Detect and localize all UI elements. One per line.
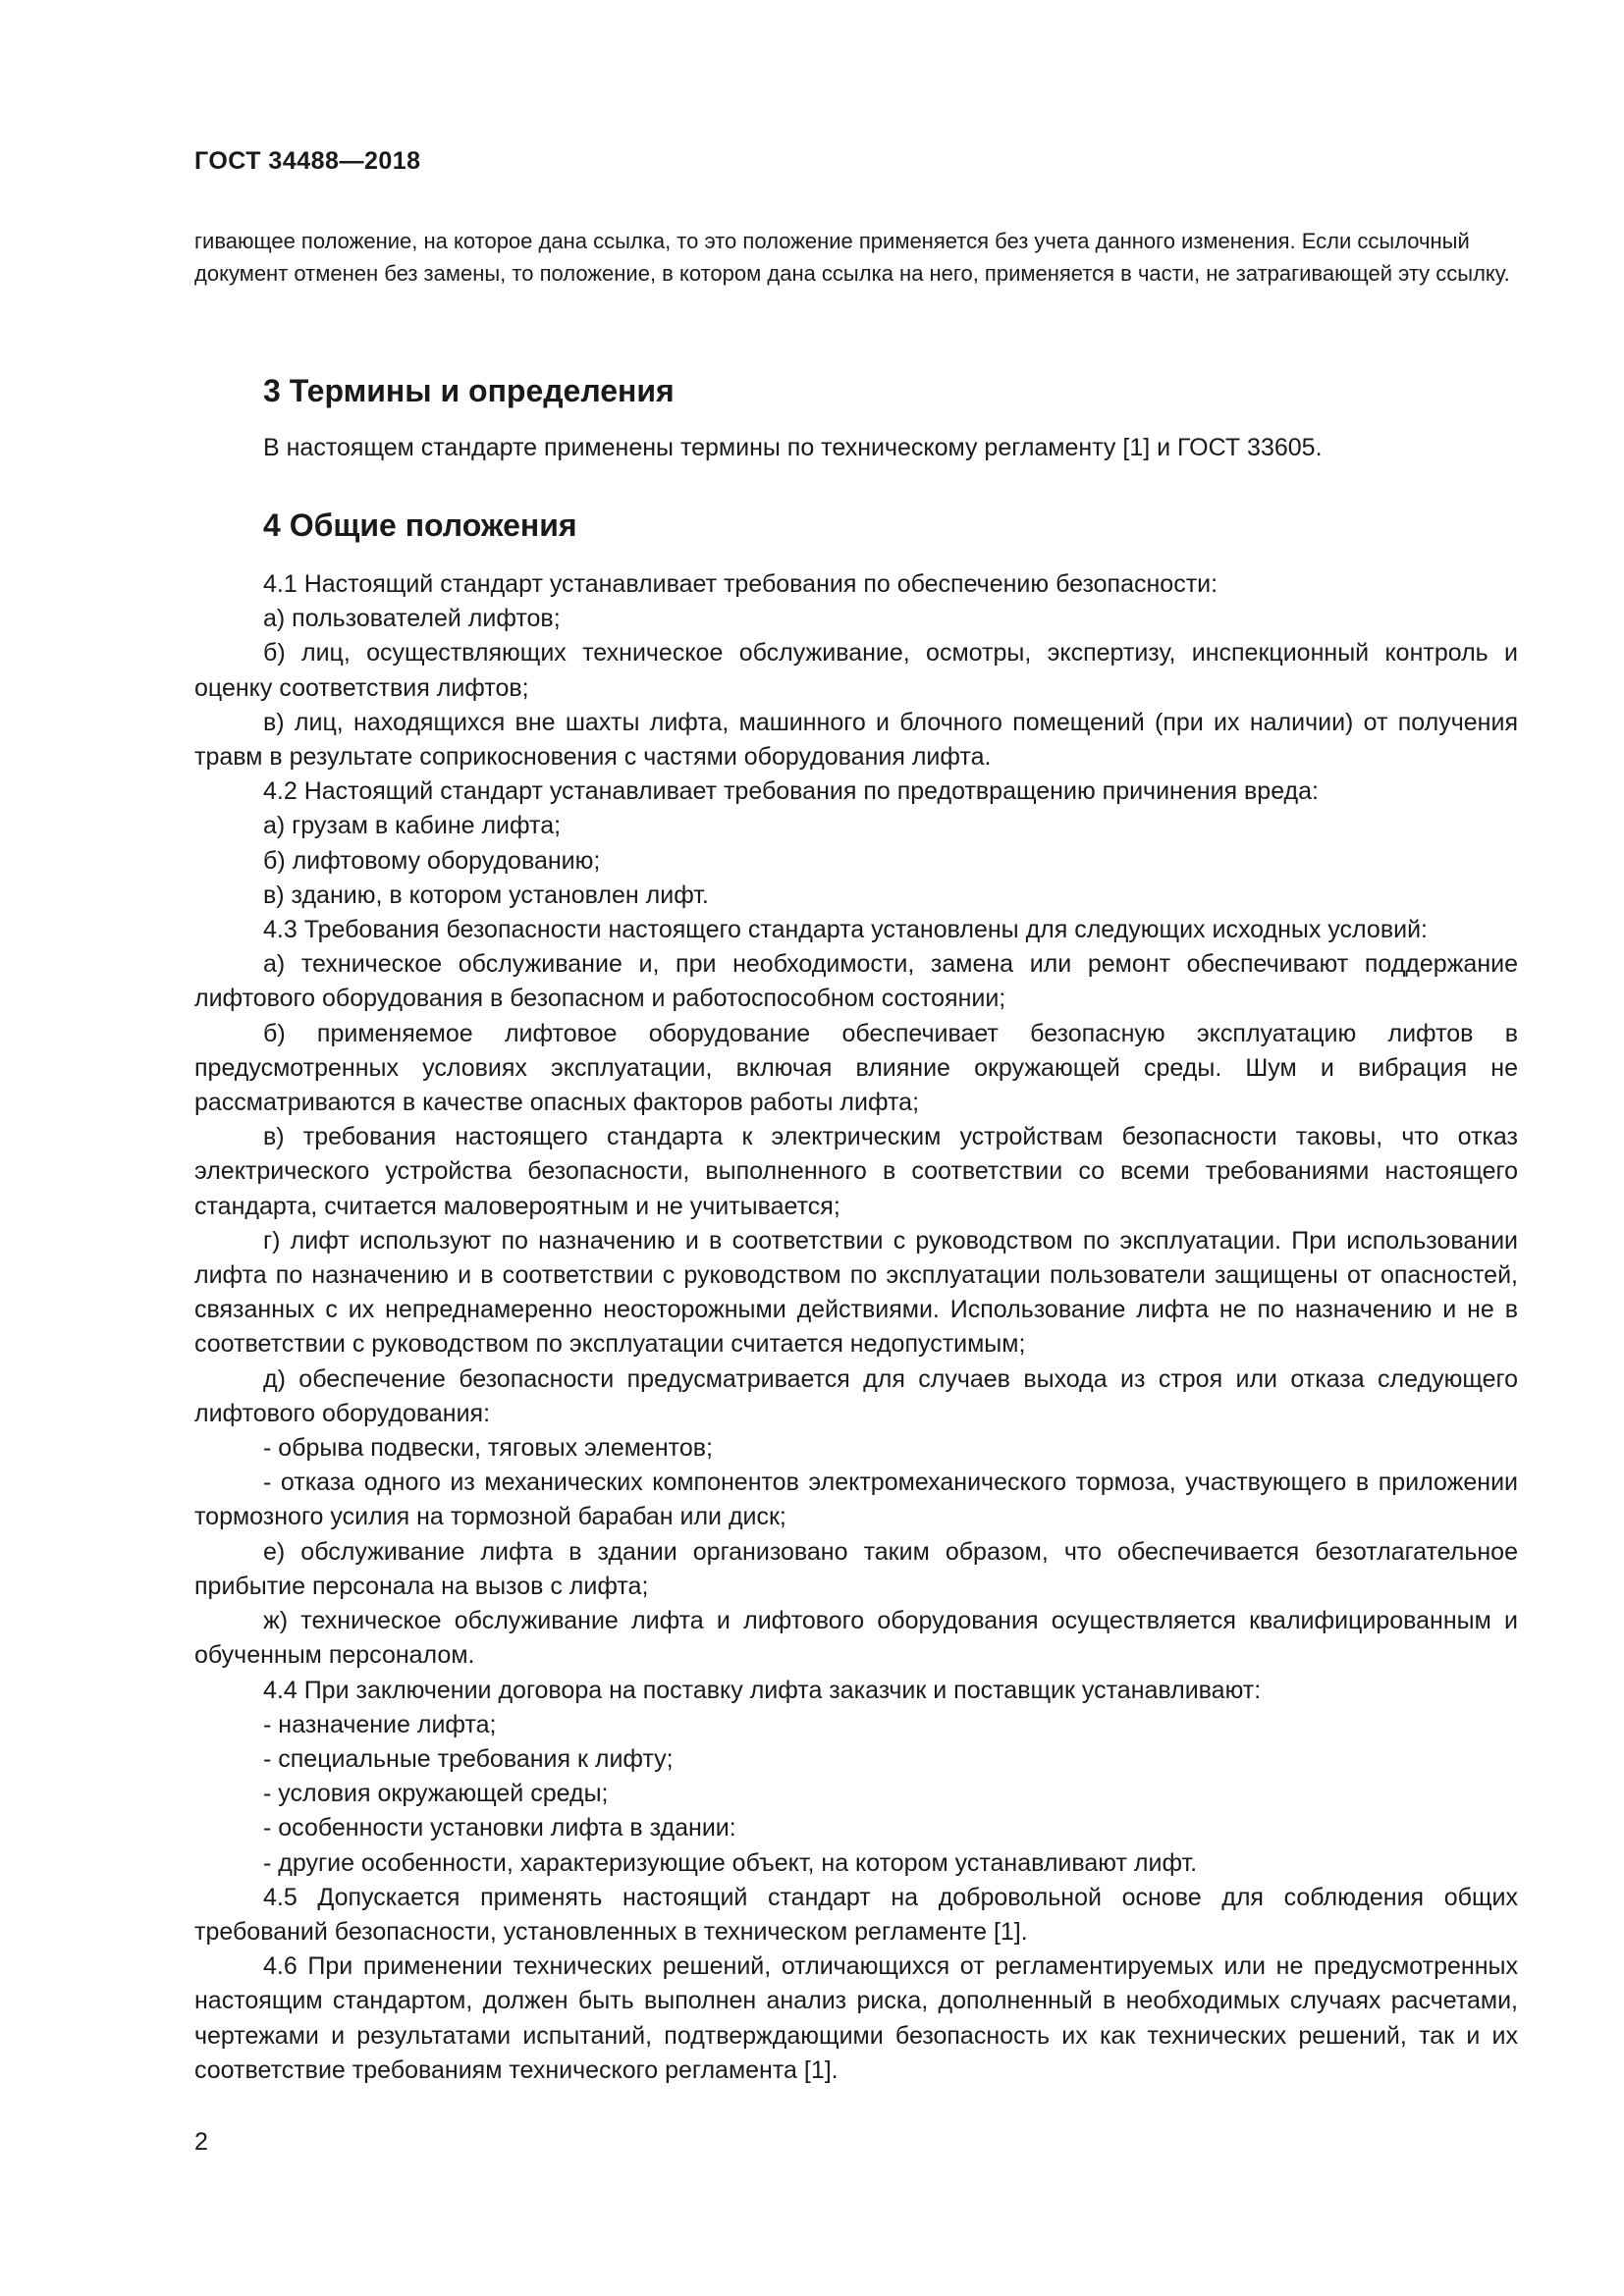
paragraph: е) обслуживание лифта в здании организовано таким образом, что обеспечивается безотлагательное прибытие персонала на вызов с лифта; [194, 1537, 1518, 1600]
paragraph: - специальные требования к лифту; [263, 1744, 674, 1773]
paragraph: - условия окружающей среды; [263, 1780, 609, 1808]
section-4-heading: 4 Общие положения [263, 507, 577, 543]
paragraph: б) применяемое лифтовое оборудование обеспечивает безопасную эксплуатацию лифтов в предусмотренных условиях эксплуатации, включая влияние окружающей среды. Шум и вибрация не рассматриваются в качестве опасных факторов работы лифта; [194, 1019, 1518, 1117]
paragraph: - особенности установки лифта в здании: [263, 1814, 736, 1842]
paragraph: а) пользователей лифтов; [263, 605, 561, 633]
paragraph: - обрыва подвески, тяговых элементов; [263, 1434, 713, 1463]
paragraph: 4.5 Допускается применять настоящий стандарт на добровольной основе для соблюдения общих требований безопасности, установленных в техническом регламенте [1]. [194, 1883, 1518, 1946]
document-header: ГОСТ 34488—2018 [194, 147, 421, 175]
paragraph: а) техническое обслуживание и, при необходимости, замена или ремонт обеспечивают поддержание лифтового оборудования в безопасном и работоспособном состоянии; [194, 950, 1518, 1013]
intro-paragraph [194, 225, 1520, 290]
paragraph: а) грузам в кабине лифта; [263, 812, 562, 840]
paragraph: в) требования настоящего стандарта к электрическим устройствам безопасности таковы, что отказ электрического устройства безопасности, выполненного в соответствии со всеми требованиями настоящего стандарта, считается маловероятным и не учитывается; [194, 1123, 1518, 1220]
paragraph: в) зданию, в котором установлен лифт. [263, 881, 709, 909]
paragraph: в) лиц, находящихся вне шахты лифта, машинного и блочного помещений (при их наличии) от получения травм в результате соприкосновения с частями оборудования лифта. [194, 708, 1518, 772]
paragraph: д) обеспечение безопасности предусматривается для случаев выхода из строя или отказа следующего лифтового оборудования: [194, 1364, 1518, 1427]
paragraph: - другие особенности, характеризующие объект, на котором устанавливают лифт. [263, 1848, 1198, 1877]
paragraph: 4.3 Требования безопасности настоящего стандарта установлены для следующих исходных условий: [263, 916, 1428, 944]
paragraph: 4.4 При заключении договора на поставку лифта заказчик и поставщик устанавливают: [263, 1676, 1262, 1704]
paragraph: ж) техническое обслуживание лифта и лифтового оборудования осуществляется квалифицированным и обученным персоналом. [194, 1607, 1518, 1670]
paragraph: 4.2 Настоящий стандарт устанавливает требования по предотвращению причинения вреда: [263, 777, 1319, 806]
paragraph: б) лиц, осуществляющих техническое обслуживание, осмотры, экспертизу, инспекционный контроль и оценку соответствия лифтов; [194, 639, 1518, 702]
paragraph: - отказа одного из механических компонентов электромеханического тормоза, участвующего в приложении тормозного усилия на тормозной барабан или диск; [194, 1468, 1518, 1531]
section-3-heading: 3 Термины и определения [263, 373, 675, 408]
page-number: 2 [194, 2128, 208, 2156]
section-3-text: В настоящем стандарте применены термины по техническому регламенту [1] и ГОСТ 33605. [263, 434, 1323, 461]
paragraph: г) лифт используют по назначению и в соответствии с руководством по эксплуатации. При использовании лифта по назначению и в соответствии с руководством по эксплуатации пользователи защищены от опасностей, связанных с их непреднамеренно неосторожными действиями. Использование лифта не по назначению и не в соответствии с руководством по эксплуатации считается недопустимым; [194, 1226, 1518, 1359]
paragraph: - назначение лифта; [263, 1710, 497, 1738]
intro-text: гивающее положение, на которое дана ссылка, то это положение применяется без учета данного изменения. Если ссылочный документ отменен без замены, то положение, в котором дана ссылка на него, применяется в части, не затрагивающей эту ссылку. [194, 229, 1510, 286]
paragraph: 4.1 Настоящий стандарт устанавливает требования по обеспечению безопасности: [263, 570, 1218, 598]
paragraph: 4.6 При применении технических решений, отличающихся от регламентируемых или не предусмотренных настоящим стандартом, должен быть выполнен анализ риска, дополненный в необходимых случаях расчетами, чертежами и результатами испытаний, подтверждающими безопасность их как технических решений, так и их соответствие требованиям технического регламента [1]. [194, 1952, 1518, 2084]
section-4-body [194, 567, 1518, 2088]
paragraph: б) лифтовому оборудованию; [263, 846, 601, 875]
